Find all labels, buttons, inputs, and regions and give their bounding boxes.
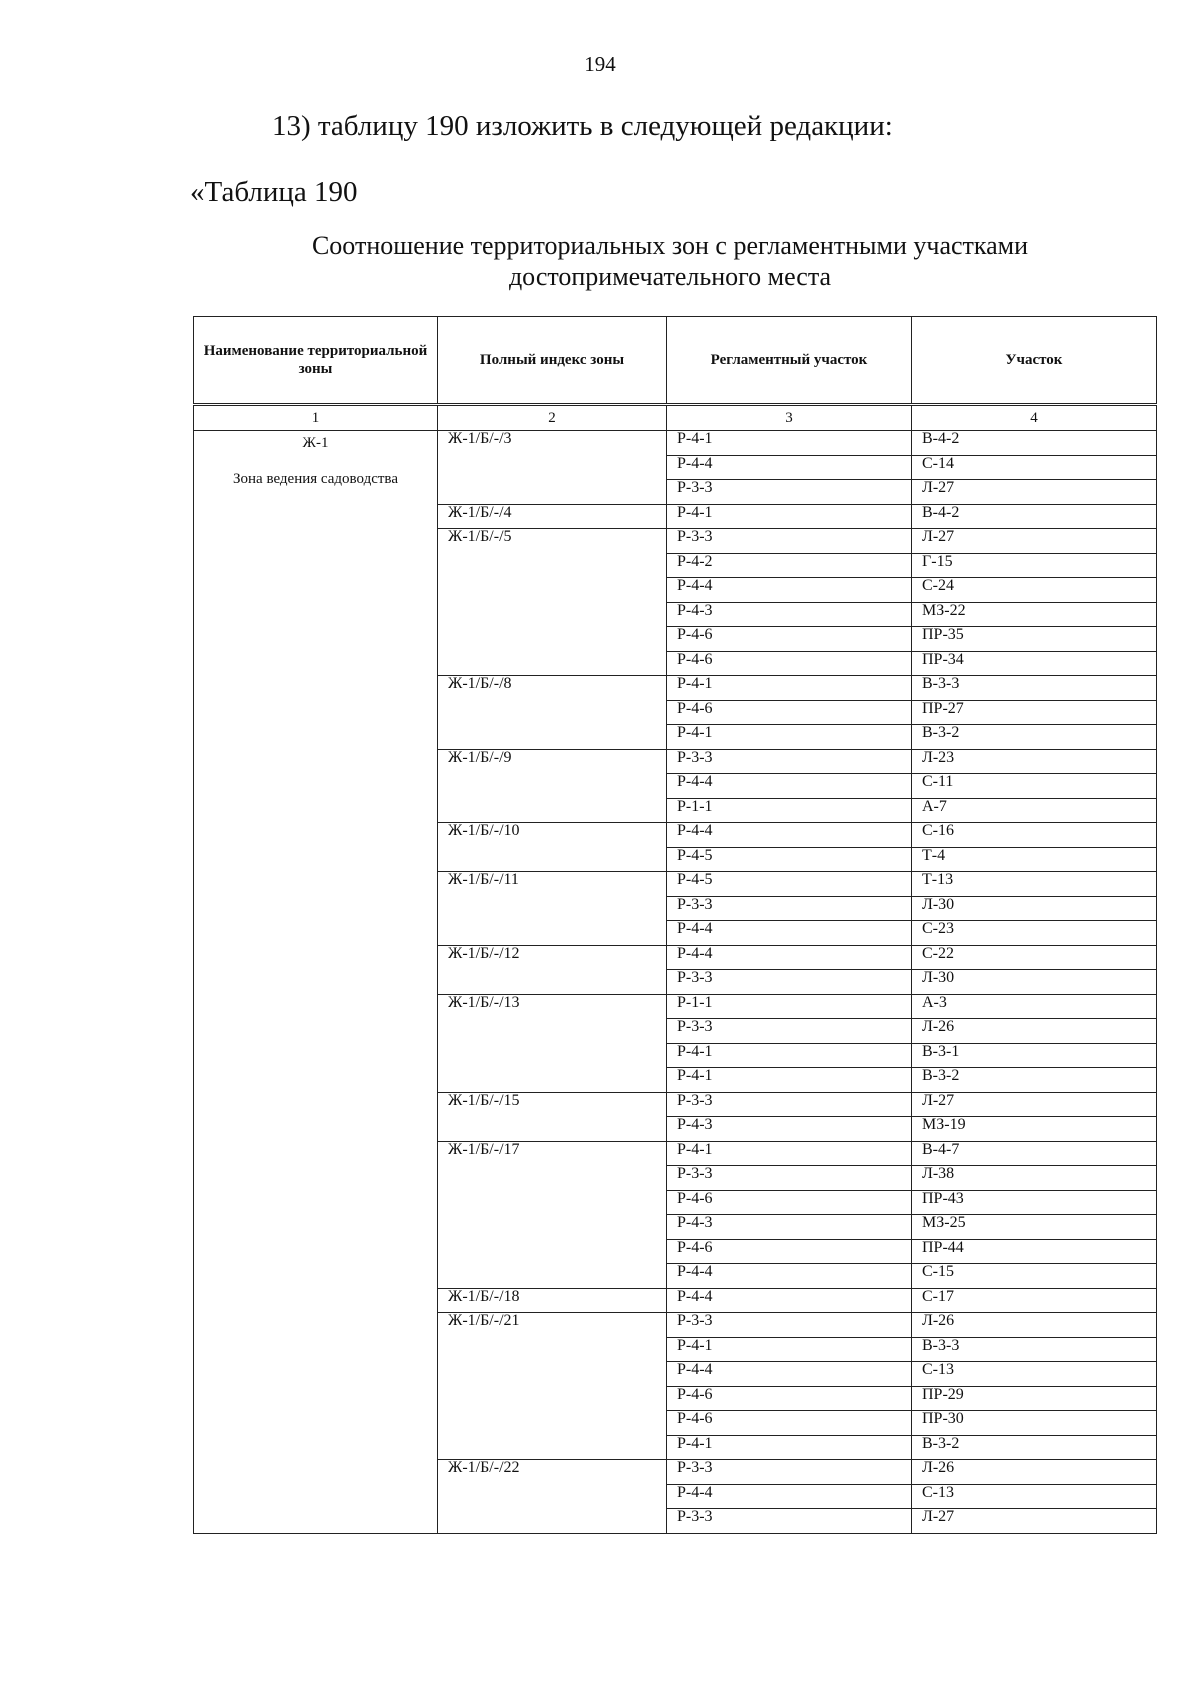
regulation-plot-cell: Р-1-1 [667,798,912,823]
regulation-plot-cell: Р-4-4 [667,823,912,848]
column-number: 4 [912,405,1157,431]
plot-cell: В-3-2 [912,725,1157,750]
zone-index-cell: Ж-1/Б/-/13 [438,994,667,1092]
column-number-row [194,405,1157,431]
plot-cell: С-14 [912,455,1157,480]
zones-table [193,316,1157,1534]
regulation-plot-cell: Р-4-1 [667,431,912,456]
plot-cell: Т-4 [912,847,1157,872]
zone-index-cell: Ж-1/Б/-/3 [438,431,667,505]
plot-cell: С-17 [912,1288,1157,1313]
regulation-plot-cell: Р-4-1 [667,1043,912,1068]
column-number: 2 [438,405,667,431]
regulation-plot-cell: Р-4-4 [667,1362,912,1387]
plot-cell: МЗ-22 [912,602,1157,627]
plot-cell: В-3-3 [912,1337,1157,1362]
plot-cell: С-23 [912,921,1157,946]
plot-cell: С-22 [912,945,1157,970]
table-title-line-1: Соотношение территориальных зон с регламентными участками [311,231,1029,260]
regulation-plot-cell: Р-4-4 [667,578,912,603]
zone-cell [194,431,438,1534]
regulation-plot-cell: Р-3-3 [667,970,912,995]
regulation-plot-cell: Р-4-4 [667,455,912,480]
plot-cell: В-3-2 [912,1435,1157,1460]
regulation-plot-cell: Р-3-3 [667,529,912,554]
plot-cell: МЗ-19 [912,1117,1157,1142]
regulation-plot-cell: Р-4-3 [667,1215,912,1240]
regulation-plot-cell: Р-4-1 [667,1435,912,1460]
regulation-plot-cell: Р-4-3 [667,1117,912,1142]
regulation-plot-cell: Р-4-5 [667,847,912,872]
regulation-plot-cell: Р-4-6 [667,627,912,652]
regulation-plot-cell: Р-4-6 [667,1386,912,1411]
regulation-plot-cell: Р-3-3 [667,1092,912,1117]
plot-cell: А-7 [912,798,1157,823]
plot-cell: Т-13 [912,872,1157,897]
regulation-plot-cell: Р-4-1 [667,1337,912,1362]
zone-name: Зона ведения садоводства [233,471,398,487]
regulation-plot-cell: Р-4-1 [667,676,912,701]
regulation-plot-cell: Р-4-1 [667,504,912,529]
header-zone-name: Наименование территориальной зоны [194,317,438,405]
zone-index-cell: Ж-1/Б/-/17 [438,1141,667,1288]
regulation-plot-cell: Р-4-6 [667,1190,912,1215]
regulation-plot-cell: Р-3-3 [667,749,912,774]
regulation-plot-cell: Р-3-3 [667,1019,912,1044]
zone-index-cell: Ж-1/Б/-/21 [438,1313,667,1460]
regulation-plot-cell: Р-4-4 [667,1288,912,1313]
table-row [194,431,1157,456]
regulation-plot-cell: Р-3-3 [667,1313,912,1338]
plot-cell: Л-26 [912,1019,1157,1044]
header-zone-index: Полный индекс зоны [438,317,667,405]
plot-cell: В-3-2 [912,1068,1157,1093]
plot-cell: Л-27 [912,1092,1157,1117]
column-number: 3 [667,405,912,431]
regulation-plot-cell: Р-4-4 [667,774,912,799]
plot-cell: ПР-43 [912,1190,1157,1215]
plot-cell: Л-27 [912,529,1157,554]
plot-cell: ПР-30 [912,1411,1157,1436]
plot-cell: В-4-7 [912,1141,1157,1166]
table-label: «Таблица 190 [190,176,358,208]
plot-cell: В-3-1 [912,1043,1157,1068]
regulation-plot-cell: Р-4-6 [667,1411,912,1436]
regulation-plot-cell: Р-4-4 [667,921,912,946]
plot-cell: ПР-44 [912,1239,1157,1264]
regulation-plot-cell: Р-4-1 [667,1068,912,1093]
regulation-plot-cell: Р-4-6 [667,1239,912,1264]
plot-cell: В-3-3 [912,676,1157,701]
regulation-plot-cell: Р-1-1 [667,994,912,1019]
regulation-plot-cell: Р-4-1 [667,725,912,750]
regulation-plot-cell: Р-3-3 [667,896,912,921]
table-header-row [194,317,1157,405]
plot-cell: ПР-27 [912,700,1157,725]
regulation-plot-cell: Р-3-3 [667,1166,912,1191]
regulation-plot-cell: Р-4-2 [667,553,912,578]
plot-cell: Л-26 [912,1460,1157,1485]
zone-index-cell: Ж-1/Б/-/5 [438,529,667,676]
zone-index-cell: Ж-1/Б/-/11 [438,872,667,946]
plot-cell: Л-23 [912,749,1157,774]
plot-cell: А-3 [912,994,1157,1019]
zone-index-cell: Ж-1/Б/-/15 [438,1092,667,1141]
plot-cell: Л-38 [912,1166,1157,1191]
zone-index-cell: Ж-1/Б/-/9 [438,749,667,823]
regulation-plot-cell: Р-4-4 [667,1264,912,1289]
plot-cell: Л-26 [912,1313,1157,1338]
regulation-plot-cell: Р-4-1 [667,1141,912,1166]
zone-code: Ж-1 [302,435,329,451]
regulation-plot-cell: Р-3-3 [667,1460,912,1485]
zone-index-cell: Ж-1/Б/-/18 [438,1288,667,1313]
regulation-plot-cell: Р-4-4 [667,945,912,970]
plot-cell: В-4-2 [912,504,1157,529]
zone-index-cell: Ж-1/Б/-/12 [438,945,667,994]
regulation-plot-cell: Р-4-3 [667,602,912,627]
regulation-plot-cell: Р-3-3 [667,1509,912,1534]
regulation-plot-cell: Р-4-6 [667,651,912,676]
regulation-plot-cell: Р-3-3 [667,480,912,505]
amendment-instruction: 13) таблицу 190 изложить в следующей редакции: [272,110,893,142]
regulation-plot-cell: Р-4-5 [667,872,912,897]
zone-index-cell: Ж-1/Б/-/4 [438,504,667,529]
plot-cell: С-13 [912,1362,1157,1387]
plot-cell: С-15 [912,1264,1157,1289]
plot-cell: ПР-29 [912,1386,1157,1411]
zone-index-cell: Ж-1/Б/-/8 [438,676,667,750]
table-body [194,431,1157,1534]
plot-cell: С-13 [912,1484,1157,1509]
plot-cell: Л-27 [912,1509,1157,1534]
table-title [240,230,1100,292]
zone-index-cell: Ж-1/Б/-/22 [438,1460,667,1534]
header-plot: Участок [912,317,1157,405]
plot-cell: Л-30 [912,896,1157,921]
plot-cell: С-11 [912,774,1157,799]
plot-cell: В-4-2 [912,431,1157,456]
zone-index-cell: Ж-1/Б/-/10 [438,823,667,872]
plot-cell: С-24 [912,578,1157,603]
plot-cell: ПР-34 [912,651,1157,676]
page-number: 194 [584,52,616,76]
table-title-line-2: достопримечательного места [508,262,832,291]
column-number: 1 [194,405,438,431]
plot-cell: ПР-35 [912,627,1157,652]
plot-cell: С-16 [912,823,1157,848]
header-regulation-plot: Регламентный участок [667,317,912,405]
plot-cell: МЗ-25 [912,1215,1157,1240]
plot-cell: Л-30 [912,970,1157,995]
plot-cell: Г-15 [912,553,1157,578]
regulation-plot-cell: Р-4-4 [667,1484,912,1509]
plot-cell: Л-27 [912,480,1157,505]
regulation-plot-cell: Р-4-6 [667,700,912,725]
